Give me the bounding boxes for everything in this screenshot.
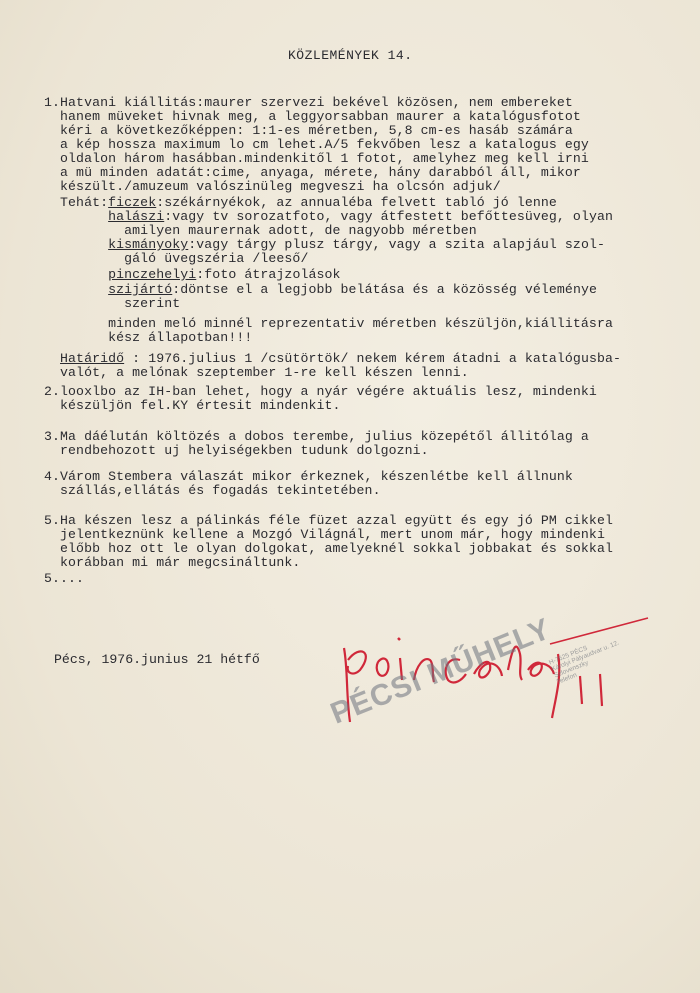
text-line: készült./amuzeum valószinüleg megveszi ha olcsón adjuk/ xyxy=(44,179,501,194)
text-line: 5.... xyxy=(44,571,85,586)
text-line: kéri a következőképpen: 1:1-es méretben, 5,8 cm-es hasáb számára xyxy=(44,123,573,138)
text-line: 1.Hatvani kiállitás:maurer szervezi bekével közösen, nem embereket xyxy=(44,95,573,110)
text-line: amilyen maurernak adott, de nagyobb méretben xyxy=(44,223,477,238)
text-line: 4.Várom Stembera válaszát mikor érkeznek, készenlétbe kell állnunk xyxy=(44,469,573,484)
text-line: kismányoky:vagy tárgy plusz tárgy, vagy a szita alapjául szol- xyxy=(108,237,605,252)
text-line: jelentkeznünk kellene a Mozgó Világnál, mert unom már, hogy mindenki xyxy=(44,527,605,542)
text-line: szerint xyxy=(44,296,181,311)
text-line: korábban mi már megcsináltunk. xyxy=(44,555,301,570)
text-line: halászi:vagy tv sorozatfoto, vagy átfestett befőttesüveg, olyan xyxy=(108,209,614,224)
text-line: szállás,ellátás és fogadás tekintetében. xyxy=(44,483,381,498)
text-line: pinczehelyi:foto átrajzolások xyxy=(108,267,341,282)
document-title: KÖZLEMÉNYEK 14. xyxy=(288,48,413,63)
text-line: előbb hoz ott le olyan dolgokat, amelyeknél sokkal jobbakat és sokkal xyxy=(44,541,613,556)
stamp-address: H-7625 PÉCS Károlyi Pályaudvar u. 12. Szlovenszky Telefon xyxy=(548,639,621,686)
stamp: PÉCSI MŰHELY xyxy=(326,612,556,731)
text-line: 5.Ha készen lesz a pálinkás féle füzet azzal együtt és egy jó PM cikkel xyxy=(44,513,613,528)
text-line: szijártó:döntse el a legjobb belátása és a közösség véleménye xyxy=(108,282,597,297)
text-line: minden meló minnél reprezentativ méretben készüljön,kiállitásra xyxy=(44,316,613,331)
text-line: valót, a melónak szeptember 1-re kell készen lenni. xyxy=(44,365,469,380)
text-line: gáló üvegszéria /leeső/ xyxy=(44,251,309,266)
text-line: Tehát:ficzek:székárnyékok, az annualéba felvett tabló jó lenne xyxy=(44,195,557,210)
text-line: a mü minden adatát:cime, anyaga, mérete, hány darabból áll, mikor xyxy=(44,165,581,180)
text-line: 2.looxlbo az IH-ban lehet, hogy a nyár végére aktuális lesz, mindenki xyxy=(44,384,597,399)
text-line: kész állapotban!!! xyxy=(44,330,253,345)
text-line: 3.Ma dáélután költözés a dobos terembe, julius közepétől állitólag a xyxy=(44,429,589,444)
text-line: hanem müveket hivnak meg, a leggyorsabban maurer a katalógusfotot xyxy=(44,109,581,124)
text-line: oldalon három hasábban.mindenkitől 1 fotot, amelyhez meg kell irni xyxy=(44,151,589,166)
text-line: a kép hossza maximum lo cm lehet.A/5 fekvőben lesz a katalogus egy xyxy=(44,137,589,152)
text-line: Határidő : 1976.julius 1 /csütörtök/ nekem kérem átadni a katalógusba- xyxy=(60,351,622,366)
place-date: Pécs, 1976.junius 21 hétfő xyxy=(54,652,260,667)
signature xyxy=(330,600,670,740)
text-line: rendbehozott uj helyiségekben tudunk dolgozni. xyxy=(44,443,429,458)
text-line: készüljön fel.KY értesit mindenkit. xyxy=(44,398,341,413)
